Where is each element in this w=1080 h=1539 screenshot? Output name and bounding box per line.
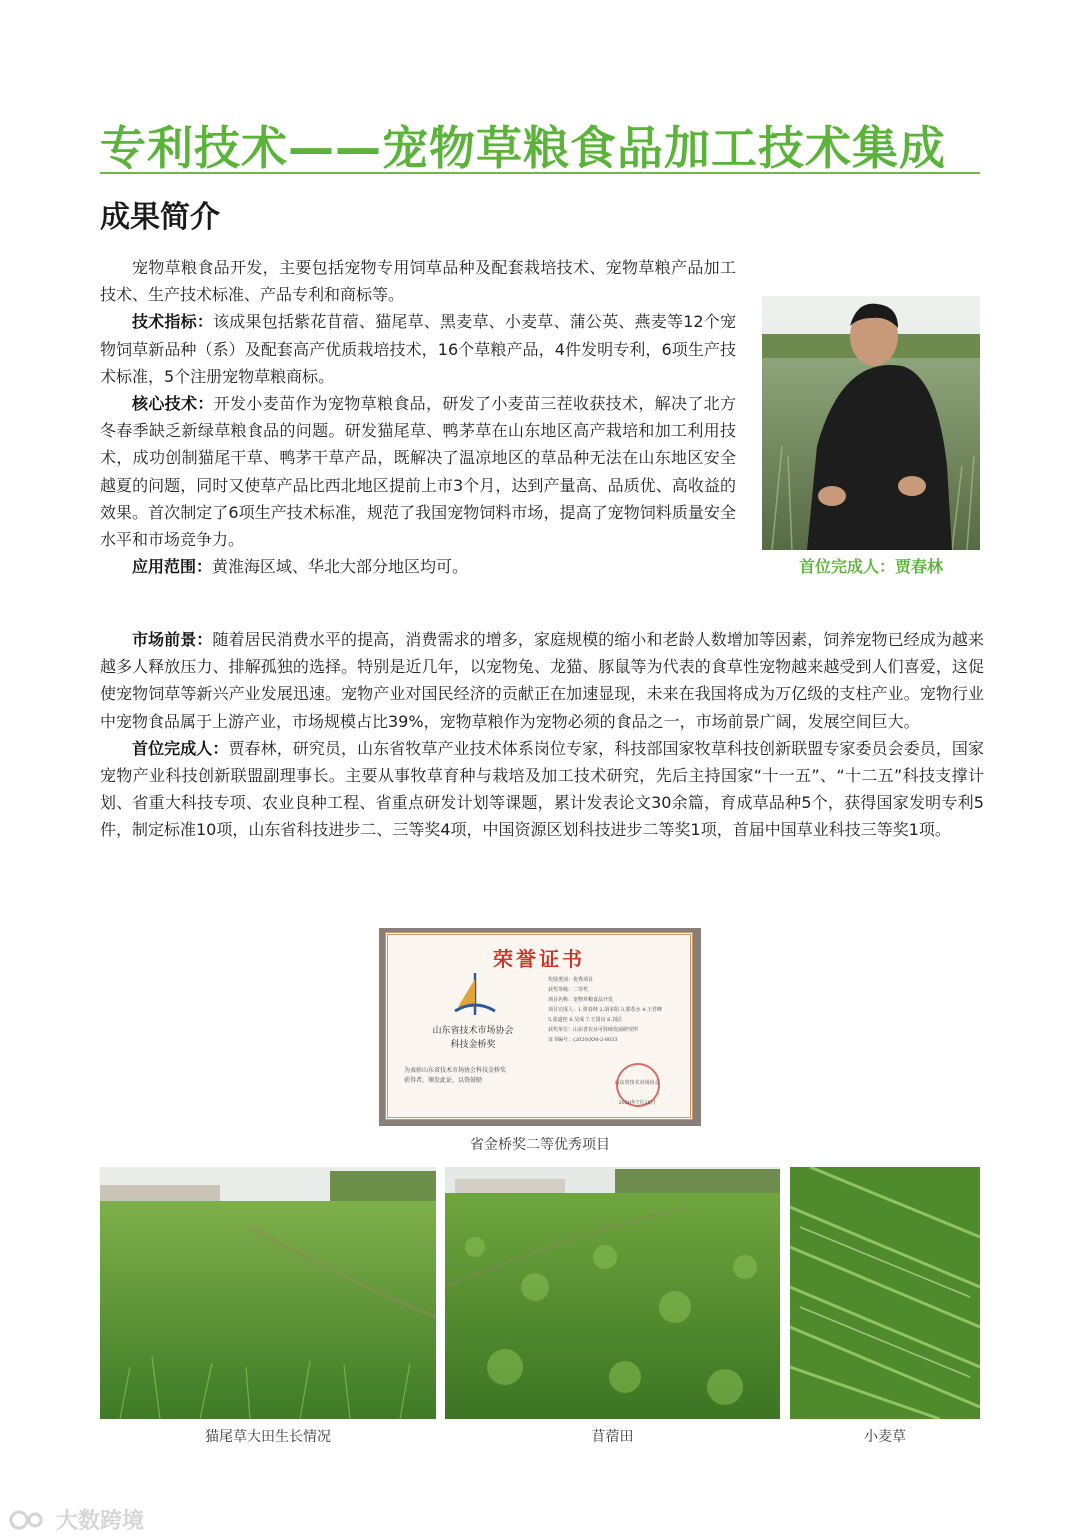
- lead-paragraph: [100, 735, 984, 844]
- portrait-photo-drawing: [762, 296, 980, 550]
- alfalfa-field-photo: [445, 1167, 780, 1419]
- watermark-text: 大数跨境: [56, 1509, 145, 1534]
- certificate-field: 证书编号：(2020)XM-2-0033: [548, 1037, 618, 1043]
- tech-index-label: 技术指标：: [132, 312, 214, 332]
- certificate-field: 奖励类别：优秀项目: [548, 977, 594, 983]
- certificate-field: 获奖单位：山东省农业可持续发展研究所: [548, 1027, 639, 1033]
- title-divider: [100, 172, 980, 174]
- certificate-frame: [385, 932, 693, 1120]
- core-tech-paragraph: [100, 390, 736, 553]
- certificate-caption: 省金桥奖二等优秀项目: [470, 1137, 610, 1153]
- timothy-field-photo: [100, 1167, 436, 1419]
- section-title: 成果简介: [100, 200, 220, 235]
- market-paragraph: [100, 626, 984, 735]
- portrait-photo: [762, 296, 980, 550]
- market-text: 随着居民消费水平的提高，消费需求的增多，家庭规模的缩小和老龄人数增加等因素，饲养宠物已经成为越来越多人释放压力、排解孤独的选择。特别是近几年，以宠物兔、龙猫、豚鼠等为代表的食草性宠物越来越受到人们喜爱，这促使宠物饲草等新兴产业发展迅速。宠物产业对国民经济的贡献正在加速显现，未来在我国将成为万亿级的支柱产业。宠物行业中宠物食品属于上游产业，市场规模占比39%，宠物草粮作为宠物必须的食品之一，市场前景广阔，发展空间巨大。: [100, 630, 984, 731]
- lead-text: 贾春林，研究员，山东省牧草产业技术体系岗位专家，科技部国家牧草科技创新联盟专家委员会委员，国家宠物产业科技创新联盟副理事长。主要从事牧草育种与栽培及加工技术研究，先后主持国家“十一五”、“十二五”科技支撑计划、省重大科技专项、农业良种工程、省重点研发计划等课题，累计发表论文30余篇，育成草品种5个，获得国家发明专利5件，制定标准10项，山东省科技进步二、三等奖4项，中国资源区划科技进步二等奖1项，首届中国草业科技三等奖1项。: [100, 738, 984, 840]
- association-logo-icon: [450, 971, 500, 1019]
- timothy-field-caption: 猫尾草大田生长情况: [205, 1429, 331, 1445]
- certificate-photo: [379, 928, 701, 1126]
- portrait-caption: 首位完成人：贾春林: [798, 557, 943, 576]
- scope-text: 黄淮海区域、华北大部分地区均可。: [212, 557, 469, 577]
- certificate-award-name: 科技金桥奖: [450, 1040, 496, 1050]
- certificate-field: 项目名称：宠物草粮食品开发: [548, 997, 614, 1003]
- tech-index-paragraph: [100, 308, 736, 390]
- page-title: 专利技术——宠物草粮食品加工技术集成: [100, 121, 946, 175]
- certificate-field: 5.张道桂 6.吴成 7.王国良 8.刘洁: [548, 1017, 622, 1023]
- wheatgrass-drawing: [790, 1167, 980, 1419]
- certificate-details: [548, 975, 688, 1045]
- certificate-field: 项目完成人：1.贾春林 2.胡本阳 3.郭春水 4.王君峰: [548, 1007, 662, 1013]
- wheatgrass-photo: [790, 1167, 980, 1419]
- intro-paragraph: 宠物草粮食品开发，主要包括宠物专用饲草品种及配套栽培技术、宠物草粮产品加工技术、生产技术标准、产品专利和商标等。: [100, 258, 736, 305]
- certificate-body-line-1: 为表彰山东省技术市场协会科技金桥奖: [404, 1067, 507, 1074]
- certificate-org-name: 山东省技术市场协会: [432, 1026, 514, 1036]
- wheatgrass-caption: 小麦草: [864, 1429, 906, 1445]
- certificate-heading: 荣誉证书: [493, 947, 585, 971]
- core-tech-text: 开发小麦苗作为宠物草粮食品，研发了小麦苗三茬收获技术，解决了北方冬春季缺乏新绿草粮食品的问题。研发猫尾草、鸭茅草在山东地区高产栽培和加工利用技术，成功创制猫尾干草、鸭茅干草产品，既解决了温凉地区的草品种无法在山东地区安全越夏的问题，同时又使草产品比西北地区提前上市3个月，达到产量高、品质优、高收益的效果。首次制定了6项生产技术标准，规范了我国宠物饲料市场，提高了宠物饲料质量安全水平和市场竞争力。: [100, 394, 736, 550]
- scope-label: 应用范围：: [132, 557, 213, 577]
- certificate-date: 2020年7月28日: [618, 1100, 656, 1106]
- alfalfa-field-caption: 苜蓿田: [591, 1429, 634, 1445]
- certificate-seal-text: 山东省技术市场协会: [614, 1080, 660, 1086]
- core-tech-label: 核心技术：: [132, 394, 214, 414]
- market-label: 市场前景：: [132, 630, 213, 649]
- watermark: [8, 1504, 144, 1535]
- timothy-field-drawing: [100, 1167, 436, 1419]
- tech-index-text: 该成果包括紫花苜蓿、猫尾草、黑麦草、小麦草、蒲公英、燕麦等12个宠物饲草新品种（系）及配套高产优质栽培技术，16个草粮产品，4件发明专利，6项生产技术标准，5个注册宠物草粮商标。: [100, 312, 736, 386]
- intro-text-block: [100, 254, 736, 580]
- certificate-body-line-2: 获得者，颁发此证，以资鼓励: [404, 1077, 483, 1084]
- certificate-field: 获奖等级：二等奖: [548, 987, 589, 993]
- scope-paragraph: [100, 553, 736, 580]
- alfalfa-field-drawing: [445, 1167, 780, 1419]
- full-width-text-block: [100, 626, 984, 844]
- lead-label: 首位完成人：: [132, 738, 229, 758]
- watermark-logo-icon: [8, 1509, 50, 1531]
